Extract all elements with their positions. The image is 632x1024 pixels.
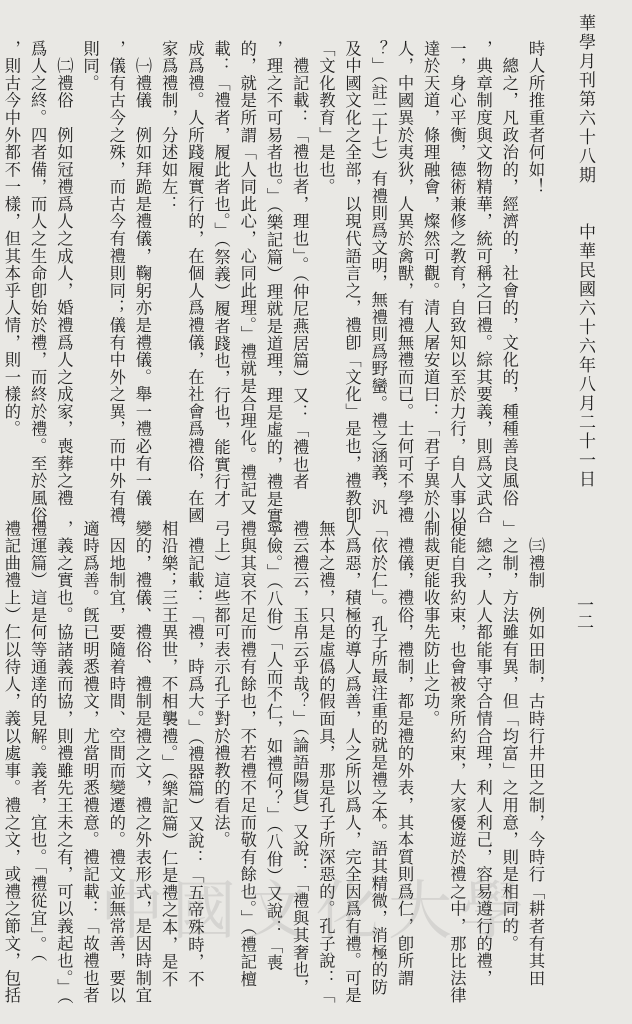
text-line: ，典章制度與文物精華，統可稱之曰禮。綜其要義，則爲文武合 [473, 40, 493, 525]
text-line: 爲人之終。四者備，而人之生命卽始於禮，而終於禮。至於風俗 [28, 40, 48, 525]
text-line: 「文化教育」是也。 [316, 40, 336, 196]
text-line: 禮儀，禮俗，禮制，都是禮的外表，其本質則爲仁，卽所謂 [394, 520, 414, 987]
text-line: 禮云禮云，玉帛云乎哉？」（論語陽貨）又說：「禮與其奢也， [290, 520, 310, 996]
text-line: 」之制，方法雖有異，但「均富」之用意，則是相同的。 [499, 520, 519, 953]
text-line: 制裁更能收事先防止之功。 [421, 520, 441, 728]
text-line: 禮與其哀不足而禮有餘也，不若禮不足而敬有餘也。」（禮記檀 [237, 520, 257, 988]
text-line: ㈢禮制 例如田制，古時行井田之制，今時行「耕者有其田 [526, 520, 545, 987]
text-line: ㈡禮俗 例如冠禮爲人之成人，婚禮爲人之成家，喪葬之禮 [54, 40, 74, 507]
text-line: 寧儉。」（八佾）「人而不仁，如禮何？」（八佾）又說：「喪 [263, 520, 283, 972]
text-line: 人爲惡，積極的導人爲善，人之所以爲人，完全因爲有禮。可是 [342, 520, 362, 1005]
text-line: 家爲禮制，分述如左： [159, 40, 179, 213]
text-line: 禮記載：「禮，時爲大。」（禮器篇）又說：「五帝殊時，不 [185, 520, 205, 988]
text-line: ，義之實也。協諸義而協，則禮雖先王未之有，可以義起也。」（ [54, 520, 74, 1006]
text-line: 一，身心平衡，德術兼修之教育，自致知以至於力行，自人事以 [447, 40, 467, 525]
text-line: 達於天道，條理融會，燦然可觀。清人屠安道曰：「君子異於小 [421, 40, 441, 525]
text-line: 無本之禮，只是虛僞的假面具，那是孔子所深惡的。孔子說：「 [316, 520, 336, 1005]
text-line: ，理之不可易者也。」（樂記篇）理就是道理，理是虛的，禮是實 [263, 40, 283, 526]
text-line: 適時爲善。旣已明悉禮文，尤當明悉禮意。禮記載：「故禮也者 [80, 520, 100, 1005]
text-line: 及中國文化之全部，以現代語言之，禮卽「文化」是也，禮教卽 [342, 40, 362, 525]
text-line: 總之，凡政治的，經濟的，社會的，文化的，種種善良風俗 [499, 40, 519, 507]
text-line: 成爲禮。人所踐履實行的，在個人爲禮儀，在社會爲禮俗，在國 [185, 40, 205, 525]
text-line: ㈠禮儀 例如拜跪是禮儀，鞠躬亦是禮儀。舉一禮必有一儀 [132, 40, 152, 507]
text-line: 禮記曲禮上）仁以待人，義以處事。禮之文，或禮之節文，包括 [1, 520, 21, 1005]
text-line: 禮運篇）這是何等通達的見解。義者，宜也。「禮從宜」。（ [28, 520, 48, 963]
text-line: ，儀有古今之殊，而古今有禮則同；儀有中外之異，而中外有禮 [106, 40, 126, 525]
page-number: 一二 [573, 596, 593, 630]
text-line: 變的，禮儀、禮俗、禮制是禮之文，禮之外表形式，是因時制宜 [132, 520, 152, 1005]
upper-text-block [0, 40, 548, 526]
text-line: 時人所推重者何如！ [526, 40, 545, 196]
text-line: ，則古今中外都不一樣，但其本乎人情，則一樣的。 [1, 40, 21, 438]
text-line: 的，就是所謂「人同此心，心同此理。」禮就是合理化。禮記又 [237, 40, 257, 516]
text-line: ，因地制宜，要隨着時間、空間而變遷的。禮文並無常善，要以 [106, 520, 126, 1005]
text-line: 總之，人人都能事守合情合理，利人利己，容易遵行的禮， [473, 520, 493, 987]
text-line: 「依於仁」。孔子所最注重的就是禮之本。語其精微，消極的防 [368, 520, 388, 996]
issue-date: 中華民國六十六年八月二十一日 [575, 223, 595, 489]
text-line: ？」（註二十七）有禮則爲文明，無禮則爲野蠻。禮之涵義，汎 [368, 40, 388, 516]
running-header [572, 14, 598, 994]
text-line: 便能自我約束，也會被衆所約束，大家優遊於禮之中，那比法律 [447, 520, 467, 1005]
text-line: 相沿樂；三王異世，不相襲禮。」（樂記篇）仁是禮之本，是不 [159, 520, 179, 988]
journal-title: 華學月刊第六十八期 [575, 14, 595, 185]
text-line: 禮記載：「禮也者，理也」。（仲尼燕居篇）又：「禮也者 [290, 40, 310, 491]
text-line: 人，中國異於夷狄，人異於禽獸，有禮無禮而已。士何可不學禮 [394, 40, 414, 525]
watermark-logo: 中國文化大學 [100, 875, 532, 949]
text-line: 載：「禮者，履此者也。」（祭義）履者踐也，行也，能實行才 [211, 40, 231, 508]
text-line: 弓上）這些都可表示孔子對於禮教的看法。 [211, 520, 231, 849]
text-line: 則同。 [80, 40, 100, 92]
